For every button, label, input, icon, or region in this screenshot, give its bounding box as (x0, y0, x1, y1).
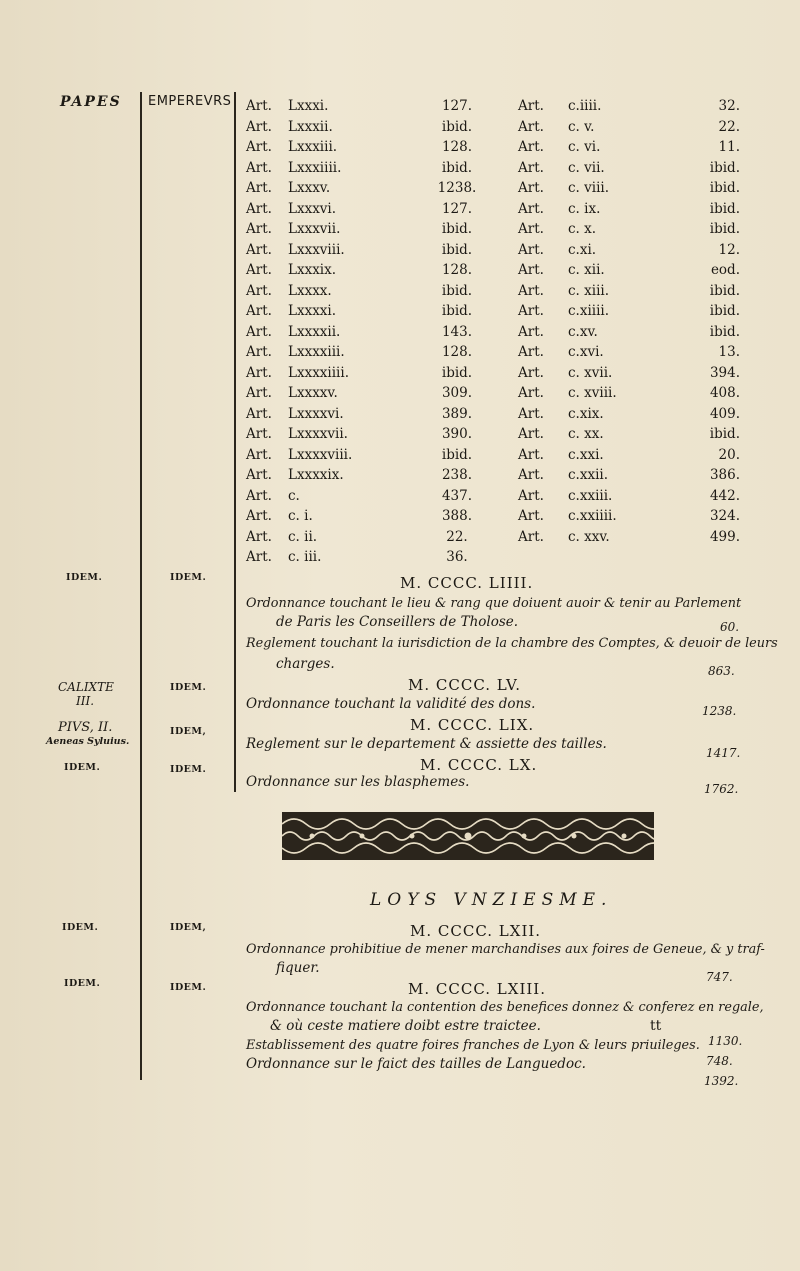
table-row (0, 365, 800, 387)
table-cell-num: Lxxxxv. (288, 385, 338, 401)
header-papes: PAPES (60, 94, 122, 110)
table-cell-num: c. i. (288, 508, 313, 524)
table-cell-num: Lxxxiii. (288, 139, 338, 155)
table-cell-pg: 324. (709, 508, 740, 524)
table-cell-cap: c.xix. (568, 405, 604, 422)
table-cell-num: Lxxxi. (288, 98, 329, 114)
table-row (0, 549, 800, 571)
table-cell-pg: 386. (709, 467, 740, 483)
table-cell-ref: 128. (441, 139, 473, 155)
table-cell-ref: 309. (441, 385, 473, 401)
table-cell-num: Lxxxviii. (288, 241, 345, 258)
table-cell-pg: ibid. (709, 221, 740, 237)
table-cell-pg: 13. (718, 344, 740, 360)
header-empereurs: EMPEREVRS (148, 94, 232, 109)
ordinance-entry-cont: fiquer. (276, 960, 320, 976)
table-cell-art: Art. (246, 118, 272, 135)
table-cell-art2: Art. (518, 487, 544, 504)
table-row (0, 426, 800, 448)
year-heading: M. CCCC. LXIII. (408, 980, 546, 998)
table-row (0, 467, 800, 489)
table-cell-ref: 36. (446, 549, 468, 565)
ordinance-entry: Establissement des quatre foires franches de Lyon & leurs priuileges. (246, 1038, 700, 1053)
table-cell-art2: Art. (518, 426, 544, 442)
table-cell-art2: Art. (518, 446, 544, 463)
page-reference: 863. (708, 664, 735, 678)
table-cell-ref: 390. (441, 426, 473, 442)
table-cell-ref: 389. (441, 405, 473, 422)
table-cell-art: Art. (246, 508, 272, 524)
table-cell-cap: c. xxv. (568, 528, 610, 545)
table-cell-pg: 11. (718, 139, 740, 155)
table-cell-art: Art. (246, 241, 272, 258)
table-row (0, 242, 800, 264)
table-cell-art: Art. (246, 282, 272, 299)
table-row (0, 406, 800, 428)
side-idem: IDEM, (170, 922, 207, 933)
table-cell-cap: c. xx. (568, 426, 604, 442)
ordinance-entry: Ordonnance touchant le lieu & rang que doiuent auoir & tenir au Parlement (246, 596, 742, 611)
reign-title: LOYS VNZIESME. (370, 890, 613, 910)
table-row (0, 160, 800, 182)
table-cell-pg: 12. (718, 241, 740, 258)
table-cell-num: Lxxxxix. (288, 467, 344, 483)
table-cell-art2: Art. (518, 118, 544, 135)
table-cell-cap: c. xviii. (568, 385, 617, 401)
year-heading: M. CCCC. LIX. (410, 716, 535, 734)
table-cell-art: Art. (246, 221, 272, 237)
table-cell-num: Lxxxxvi. (288, 405, 344, 422)
side-idem: IDEM. (64, 978, 101, 989)
table-cell-art: Art. (246, 528, 272, 545)
table-cell-pg: ibid. (709, 426, 740, 442)
table-cell-cap: c. xii. (568, 262, 605, 278)
table-cell-cap: c.xxii. (568, 467, 609, 483)
side-pope-calixte-num: III. (76, 694, 95, 708)
table-row (0, 385, 800, 407)
table-cell-ref: ibid. (441, 364, 473, 381)
year-heading: M. CCCC. LX. (420, 756, 538, 774)
table-cell-ref: ibid. (441, 118, 473, 135)
table-cell-pg: 394. (709, 364, 740, 381)
year-heading: M. CCCC. LIIII. (400, 574, 534, 592)
table-cell-ref: ibid. (441, 303, 473, 319)
table-cell-num: Lxxxxi. (288, 303, 337, 319)
page-reference: 1417. (706, 746, 741, 760)
table-cell-art2: Art. (518, 385, 544, 401)
table-cell-cap: c. xiii. (568, 282, 610, 299)
page-reference: 748. (706, 1054, 733, 1068)
table-cell-ref: 437. (441, 487, 473, 504)
table-row (0, 180, 800, 202)
table-cell-num: Lxxxxii. (288, 323, 341, 340)
side-idem: IDEM. (66, 572, 103, 583)
table-cell-cap: c.xxiiii. (568, 508, 617, 524)
table-cell-art2: Art. (518, 98, 544, 114)
table-row (0, 98, 800, 120)
table-cell-art2: Art. (518, 159, 544, 176)
side-pope-calixte: CALIXTE (58, 680, 114, 694)
table-cell-cap: c.xxiii. (568, 487, 613, 504)
table-cell-art: Art. (246, 426, 272, 442)
table-cell-art2: Art. (518, 303, 544, 319)
side-idem: IDEM. (170, 982, 207, 993)
page-reference: 1392. (704, 1074, 739, 1088)
table-cell-num: Lxxxx. (288, 282, 332, 299)
table-cell-num: Lxxxxvii. (288, 426, 348, 442)
table-cell-cap: c.xxi. (568, 446, 604, 463)
table-cell-ref: 238. (441, 467, 473, 483)
ordinance-entry-cont: charges. (276, 656, 335, 672)
table-cell-cap: c. ix. (568, 200, 601, 217)
table-row (0, 262, 800, 284)
table-cell-num: c. ii. (288, 528, 318, 545)
table-cell-art: Art. (246, 344, 272, 360)
side-idem: IDEM. (62, 922, 99, 933)
signature-mark: tt (650, 1018, 662, 1034)
ordinance-entry: Ordonnance touchant la contention des benefices donnez & conferez en regale, (246, 1000, 764, 1015)
side-idem: IDEM. (170, 572, 207, 583)
table-cell-pg: 32. (718, 98, 740, 114)
table-cell-art2: Art. (518, 467, 544, 483)
table-cell-pg: ibid. (709, 303, 740, 319)
table-cell-num: Lxxxvi. (288, 200, 337, 217)
table-cell-pg: 442. (709, 487, 740, 504)
table-cell-cap: c.xi. (568, 241, 597, 258)
table-cell-art: Art. (246, 98, 272, 114)
table-cell-art: Art. (246, 159, 272, 176)
table-cell-pg: ibid. (709, 282, 740, 299)
table-cell-ref: 128. (441, 262, 473, 278)
page-reference: 60. (720, 620, 740, 634)
table-cell-num: Lxxxxviii. (288, 446, 353, 463)
ordinance-entry: Ordonnance sur le faict des tailles de Languedoc. (246, 1056, 586, 1072)
table-cell-ref: 127. (441, 200, 473, 217)
table-cell-art2: Art. (518, 405, 544, 422)
table-cell-num: Lxxxii. (288, 118, 333, 135)
table-cell-art2: Art. (518, 180, 544, 196)
table-cell-art2: Art. (518, 344, 544, 360)
table-cell-pg: eod. (710, 262, 740, 278)
table-cell-num: Lxxxxiiii. (288, 364, 349, 381)
table-cell-pg: 22. (718, 118, 740, 135)
table-cell-art: Art. (246, 549, 272, 565)
ordinance-entry: Reglement touchant la iurisdiction de la chambre des Comptes, & deuoir de leurs (246, 636, 778, 651)
table-cell-ref: 388. (441, 508, 473, 524)
table-row (0, 447, 800, 469)
table-cell-pg: ibid. (709, 180, 740, 196)
table-cell-art2: Art. (518, 262, 544, 278)
table-cell-ref: 128. (441, 344, 473, 360)
table-row (0, 488, 800, 510)
table-cell-ref: ibid. (441, 282, 473, 299)
table-cell-art: Art. (246, 323, 272, 340)
table-row (0, 508, 800, 530)
table-cell-art2: Art. (518, 528, 544, 545)
side-pope-pius: PIVS, II. (58, 720, 113, 735)
table-cell-art: Art. (246, 262, 272, 278)
table-row (0, 201, 800, 223)
table-cell-ref: ibid. (441, 241, 473, 258)
table-row (0, 344, 800, 366)
ordinance-entry: Ordonnance sur les blasphemes. (246, 774, 470, 790)
page-reference: 1130. (708, 1034, 743, 1048)
table-cell-num: c. (288, 487, 300, 504)
table-cell-num: Lxxxvii. (288, 221, 341, 237)
side-idem: IDEM. (170, 764, 207, 775)
table-cell-pg: 409. (709, 405, 740, 422)
table-cell-art2: Art. (518, 241, 544, 258)
table-cell-pg: 20. (718, 446, 740, 463)
table-cell-art2: Art. (518, 364, 544, 381)
table-cell-cap: c. vii. (568, 159, 605, 176)
table-cell-art: Art. (246, 139, 272, 155)
page-reference: 1238. (702, 704, 737, 718)
table-cell-ref: 143. (441, 323, 473, 340)
side-idem: IDEM, (170, 726, 207, 737)
table-cell-cap: c.xiiii. (568, 303, 610, 319)
ordinance-entry-cont: & où ceste matiere doibt estre traictee. (270, 1018, 541, 1034)
table-cell-pg: ibid. (709, 200, 740, 217)
table-row (0, 324, 800, 346)
side-idem: IDEM. (170, 682, 207, 693)
table-cell-art: Art. (246, 385, 272, 401)
table-cell-art: Art. (246, 303, 272, 319)
year-heading: M. CCCC. LV. (408, 676, 521, 694)
table-cell-art: Art. (246, 487, 272, 504)
table-cell-art2: Art. (518, 139, 544, 155)
table-cell-ref: 1238. (437, 180, 477, 196)
table-cell-pg: ibid. (709, 159, 740, 176)
table-cell-num: Lxxxix. (288, 262, 337, 278)
table-cell-cap: c.iiii. (568, 98, 602, 114)
side-pope-pius-name: Aeneas Syluius. (46, 736, 130, 747)
table-cell-pg: 499. (709, 528, 740, 545)
table-cell-art: Art. (246, 364, 272, 381)
table-cell-cap: c. x. (568, 221, 597, 237)
page-reference: 747. (706, 970, 733, 984)
ordinance-entry: Ordonnance touchant la validité des dons. (246, 696, 536, 712)
ordinance-entry-cont: de Paris les Conseillers de Tholose. (276, 614, 519, 630)
table-cell-ref: ibid. (441, 221, 473, 237)
table-cell-art: Art. (246, 446, 272, 463)
ornament-band (282, 812, 654, 860)
table-row (0, 221, 800, 243)
table-cell-art2: Art. (518, 221, 544, 237)
table-cell-cap: c. xvii. (568, 364, 613, 381)
table-row (0, 303, 800, 325)
table-cell-num: Lxxxxiii. (288, 344, 345, 360)
table-cell-cap: c. v. (568, 118, 595, 135)
table-row (0, 139, 800, 161)
table-cell-art: Art. (246, 467, 272, 483)
table-cell-art: Art. (246, 405, 272, 422)
table-cell-cap: c.xv. (568, 323, 598, 340)
table-cell-art2: Art. (518, 508, 544, 524)
table-cell-ref: 22. (446, 528, 468, 545)
page-reference: 1762. (704, 782, 739, 796)
table-cell-cap: c. vi. (568, 139, 601, 155)
table-cell-art2: Art. (518, 282, 544, 299)
table-cell-num: Lxxxiiii. (288, 159, 342, 176)
table-cell-art: Art. (246, 180, 272, 196)
ordinance-entry: Ordonnance prohibitiue de mener marchandises aux foires de Geneue, & y traf- (246, 942, 765, 957)
ordinance-entry: Reglement sur le departement & assiette des tailles. (246, 736, 607, 752)
table-cell-ref: 127. (441, 98, 473, 114)
table-row (0, 119, 800, 141)
table-cell-ref: ibid. (441, 446, 473, 463)
table-cell-pg: 408. (709, 385, 740, 401)
table-cell-art2: Art. (518, 200, 544, 217)
table-row (0, 283, 800, 305)
year-heading: M. CCCC. LXII. (410, 922, 542, 940)
table-cell-num: Lxxxv. (288, 180, 331, 196)
table-cell-art2: Art. (518, 323, 544, 340)
table-cell-cap: c.xvi. (568, 344, 604, 360)
table-row (0, 529, 800, 551)
table-cell-ref: ibid. (441, 159, 473, 176)
side-idem: IDEM. (64, 762, 101, 773)
table-cell-num: c. iii. (288, 549, 322, 565)
table-cell-cap: c. viii. (568, 180, 610, 196)
table-cell-pg: ibid. (709, 323, 740, 340)
table-cell-art: Art. (246, 200, 272, 217)
